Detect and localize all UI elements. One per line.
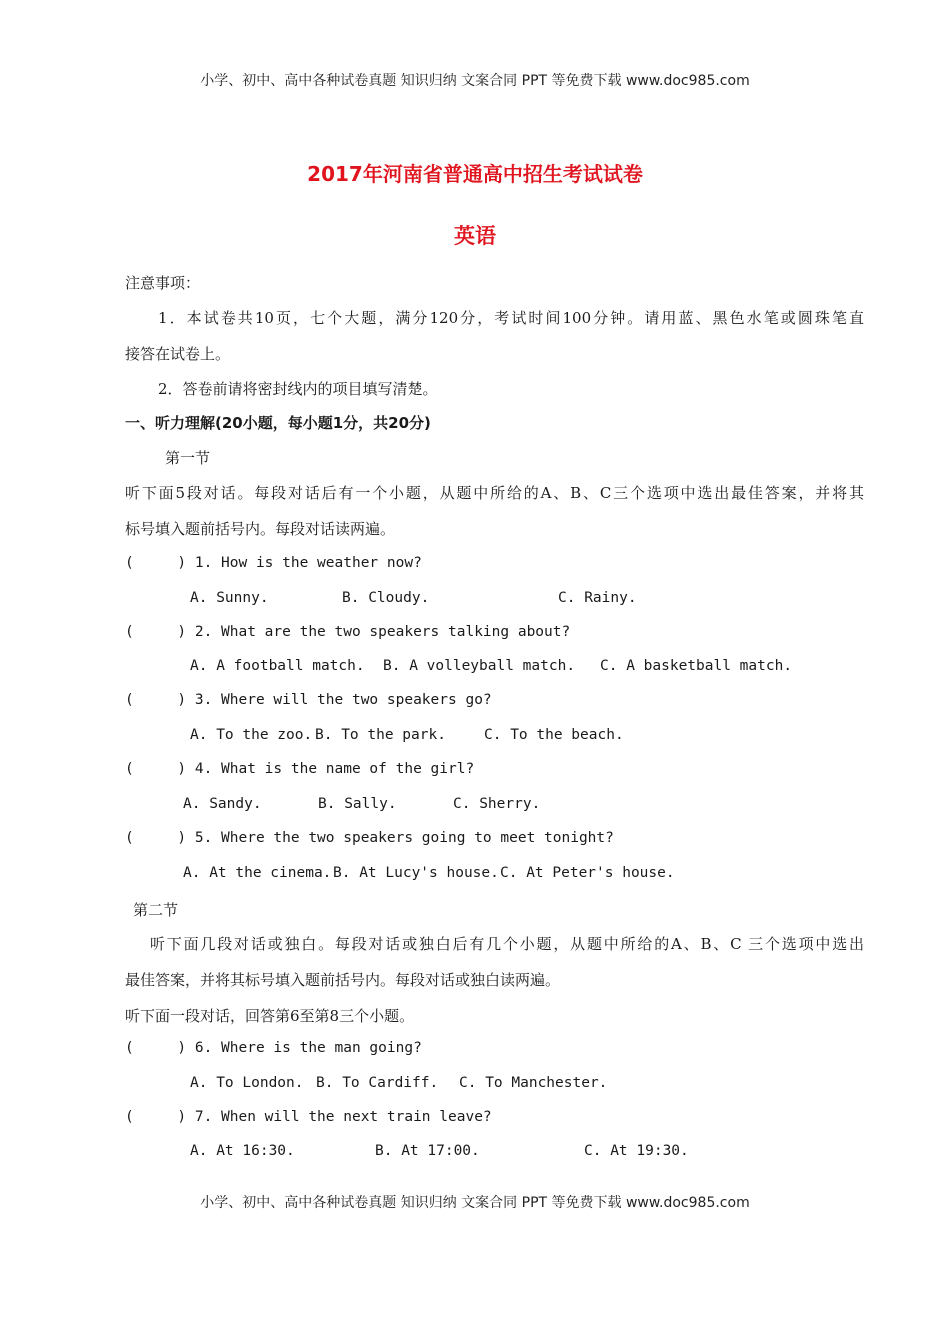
- question-1: ( ) 1. How is the weather now?: [125, 555, 422, 571]
- q7-option-b: B. At 17:00.: [375, 1143, 480, 1159]
- section-1-heading: 一、听力理解(20小题，每小题1分，共20分): [125, 414, 431, 432]
- notice-heading: 注意事项：: [125, 274, 201, 292]
- notice-item-2: 2．答卷前请将密封线内的项目填写清楚。: [158, 380, 438, 398]
- q1-option-c: C. Rainy.: [558, 590, 637, 606]
- notice-item-1-line-2: 接答在试卷上。: [125, 345, 231, 363]
- q5-option-b: B. At Lucy's house.: [333, 865, 499, 881]
- q1-option-a: A. Sunny.: [190, 590, 269, 606]
- part-1-instruction-line-2: 标号填入题前括号内。每段对话读两遍。: [125, 520, 396, 538]
- notice-item-1-line-1: 1．本试卷共10页，七个大题，满分120分，考试时间100分钟。请用蓝、黑色水笔或圆珠笔直: [158, 309, 864, 327]
- q2-option-c: C. A basketball match.: [600, 658, 793, 674]
- q3-option-c: C. To the beach.: [484, 727, 624, 743]
- part-1-instruction-line-1: 听下面5段对话。每段对话后有一个小题，从题中所给的A、B、C三个选项中选出最佳答案，并将其: [125, 484, 864, 502]
- q5-option-c: C. At Peter's house.: [500, 865, 675, 881]
- q4-option-c: C. Sherry.: [453, 796, 541, 812]
- question-3: ( ) 3. Where will the two speakers go?: [125, 692, 492, 708]
- subject-title: 英语: [454, 224, 496, 248]
- q5-option-a: A. At the cinema.: [183, 865, 332, 881]
- q1-option-b: B. Cloudy.: [342, 590, 430, 606]
- exam-title: 2017年河南省普通高中招生考试试卷: [307, 162, 643, 186]
- dialogue-instruction: 听下面一段对话，回答第6至第8三个小题。: [125, 1007, 415, 1025]
- question-5: ( ) 5. Where the two speakers going to meet tonight?: [125, 830, 614, 846]
- page-header: 小学、初中、高中各种试卷真题 知识归纳 文案合同 PPT 等免费下载 www.doc985.com: [200, 73, 750, 89]
- q2-option-b: B. A volleyball match.: [383, 658, 576, 674]
- q4-option-a: A. Sandy.: [183, 796, 262, 812]
- question-2: ( ) 2. What are the two speakers talking about?: [125, 624, 571, 640]
- q7-option-a: A. At 16:30.: [190, 1143, 295, 1159]
- part-2-instruction-line-2: 最佳答案，并将其标号填入题前括号内。每段对话或独白读两遍。: [125, 971, 561, 989]
- question-4: ( ) 4. What is the name of the girl?: [125, 761, 475, 777]
- part-2-label: 第二节: [133, 901, 179, 919]
- q2-option-a: A. A football match.: [190, 658, 365, 674]
- q4-option-b: B. Sally.: [318, 796, 397, 812]
- q7-option-c: C. At 19:30.: [584, 1143, 689, 1159]
- part-1-label: 第一节: [165, 449, 211, 467]
- q6-option-c: C. To Manchester.: [459, 1075, 608, 1091]
- part-2-instruction-line-1: 听下面几段对话或独白。每段对话或独白后有几个小题，从题中所给的A、B、C 三个选项中选出: [150, 935, 864, 953]
- page-footer: 小学、初中、高中各种试卷真题 知识归纳 文案合同 PPT 等免费下载 www.doc985.com: [200, 1195, 750, 1211]
- q3-option-a: A. To the zoo.: [190, 727, 313, 743]
- question-7: ( ) 7. When will the next train leave?: [125, 1109, 492, 1125]
- q6-option-a: A. To London.: [190, 1075, 304, 1091]
- question-6: ( ) 6. Where is the man going?: [125, 1040, 422, 1056]
- q6-option-b: B. To Cardiff.: [316, 1075, 439, 1091]
- q3-option-b: B. To the park.: [315, 727, 446, 743]
